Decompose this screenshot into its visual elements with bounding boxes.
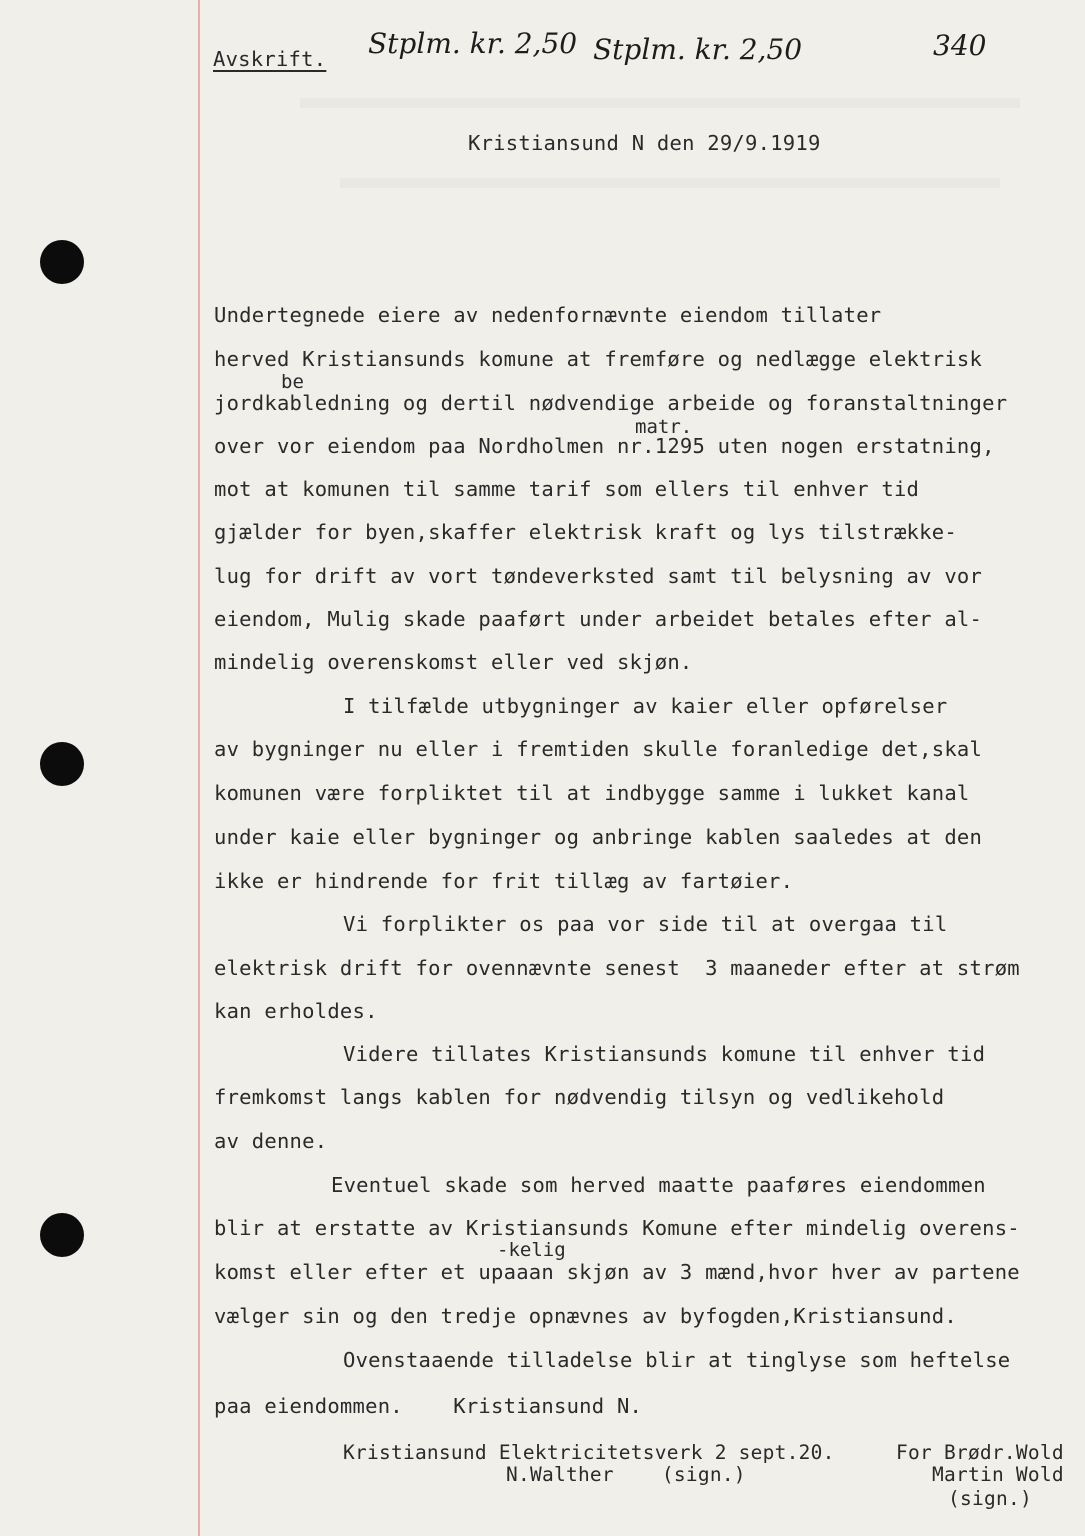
body-line: Eventuel skade som herved maatte paaføres eiendommen: [331, 1173, 986, 1197]
body-line: mot at komunen til samme tarif som ellers til enhver tid: [214, 477, 920, 501]
body-line: fremkomst langs kablen for nødvendig tilsyn og vedlikehold: [214, 1085, 945, 1109]
body-line: under kaie eller bygninger og anbringe kablen saaledes at den: [214, 825, 983, 849]
body-line: av bygninger nu eller i fremtiden skulle foranledige det,skal: [214, 737, 983, 761]
punch-hole-bottom: [40, 1213, 84, 1257]
insert-matr: matr.: [635, 416, 693, 438]
body-line: lug for drift av vort tøndeverksted samt til belysning av vor: [214, 564, 983, 588]
signature-right-line-1: For Brødr.Wold: [896, 1441, 1064, 1464]
body-line: over vor eiendom paa Nordholmen nr.1295 uten nogen erstatning,: [214, 434, 995, 458]
signature-right-line-3: (sign.): [948, 1487, 1032, 1510]
stamp-fee-note-1: Stplm. kr. 2,50: [368, 27, 578, 60]
insert-kelig: -kelig: [497, 1239, 566, 1261]
body-line: mindelig overenskomst eller ved skjøn.: [214, 650, 693, 674]
body-line: Undertegnede eiere av nedenfornævnte eiendom tillater: [214, 303, 882, 327]
show-through-mark: [340, 178, 1000, 188]
body-line: I tilfælde utbygninger av kaier eller opførelser: [343, 694, 948, 718]
body-line: kan erholdes.: [214, 999, 378, 1023]
punch-hole-middle: [40, 742, 84, 786]
body-line: Vi forplikter os paa vor side til at overgaa til: [343, 912, 948, 936]
body-line: Videre tillates Kristiansunds komune til enhver tid: [343, 1042, 986, 1066]
body-line: ikke er hindrende for frit tillæg av fartøier.: [214, 869, 794, 893]
body-line: elektrisk drift for ovennævnte senest 3 maaneder efter at strøm: [214, 956, 1020, 980]
date-line: Kristiansund N den 29/9.1919: [468, 131, 821, 155]
body-line: komunen være forpliktet til at indbygge samme i lukket kanal: [214, 781, 970, 805]
body-line: jordkabledning og dertil nødvendige arbeide og foranstaltninger: [214, 391, 1008, 415]
signature-left-line-2: N.Walther (sign.): [506, 1463, 746, 1486]
margin-rule: [198, 0, 200, 1536]
body-line: av denne.: [214, 1129, 328, 1153]
page-number: 340: [933, 29, 987, 62]
show-through-mark: [300, 98, 1020, 108]
stamp-fee-note-2: Stplm. kr. 2,50: [593, 33, 803, 66]
body-line: Ovenstaaende tilladelse blir at tinglyse som heftelse: [343, 1348, 1011, 1372]
body-line: vælger sin og den tredje opnævnes av byfogden,Kristiansund.: [214, 1304, 957, 1328]
insert-be: be: [281, 371, 304, 393]
body-line: gjælder for byen,skaffer elektrisk kraft og lys tilstrække-: [214, 520, 957, 544]
body-line: blir at erstatte av Kristiansunds Komune efter mindelig overens-: [214, 1216, 1020, 1240]
body-line: komst eller efter et upaaan skjøn av 3 mænd,hvor hver av partene: [214, 1260, 1020, 1284]
document-title: Avskrift.: [213, 47, 327, 71]
punch-hole-top: [40, 240, 84, 284]
body-line: herved Kristiansunds komune at fremføre og nedlægge elektrisk: [214, 347, 983, 371]
body-line: eiendom, Mulig skade paaført under arbeidet betales efter al-: [214, 607, 983, 631]
signature-right-line-2: Martin Wold: [932, 1463, 1064, 1486]
signature-left-line-1: Kristiansund Elektricitetsverk 2 sept.20.: [343, 1441, 835, 1464]
body-line: paa eiendommen. Kristiansund N.: [214, 1394, 643, 1418]
